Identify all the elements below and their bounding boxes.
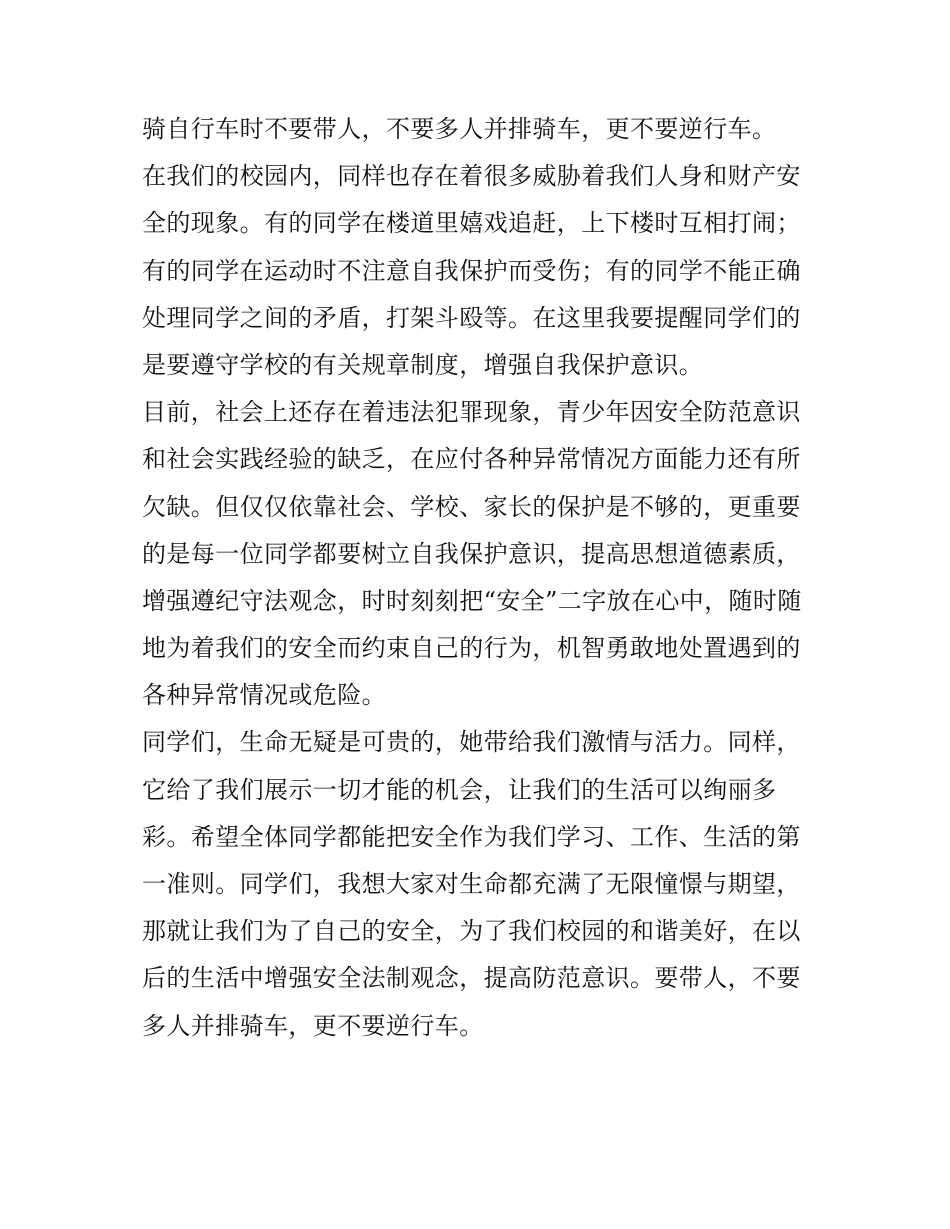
text-line: 地为着我们的安全而约束自己的行为，机智勇敢地处置遇到的 bbox=[142, 634, 801, 663]
text-line: 它给了我们展示一切才能的机会，让我们的生活可以绚丽多 bbox=[142, 775, 777, 804]
text-line: 同学们，生命无疑是可贵的，她带给我们激情与活力。同样， bbox=[142, 728, 801, 757]
text-line: 欠缺。但仅仅依靠社会、学校、家长的保护是不够的，更重要 bbox=[142, 492, 801, 521]
text-line: 全的现象。有的同学在楼道里嬉戏追赶，上下楼时互相打闹； bbox=[142, 209, 801, 238]
text-line: 有的同学在运动时不注意自我保护而受伤；有的同学不能正确 bbox=[142, 256, 801, 285]
text-line: 那就让我们为了自己的安全，为了我们校园的和谐美好，在以 bbox=[142, 917, 801, 946]
body-text bbox=[142, 106, 822, 1050]
text-line: 骑自行车时不要带人，不要多人并排骑车，更不要逆行车。 bbox=[142, 115, 777, 143]
text-line: 彩。希望全体同学都能把安全作为我们学习、工作、生活的第 bbox=[142, 822, 801, 851]
text-line: 多人并排骑车，更不要逆行车。 bbox=[142, 1011, 484, 1040]
text-line: 后的生活中增强安全法制观念，提高防范意识。要带人，不要 bbox=[142, 964, 801, 993]
text-line: 和社会实践经验的缺乏，在应付各种异常情况方面能力还有所 bbox=[142, 445, 801, 474]
text-line: 目前，社会上还存在着违法犯罪现象，青少年因安全防范意识 bbox=[142, 398, 801, 427]
text-line: 是要遵守学校的有关规章制度，增强自我保护意识。 bbox=[142, 350, 704, 379]
text-line: 一准则。同学们，我想大家对生命都充满了无限憧憬与期望， bbox=[142, 870, 801, 898]
text-line: 各种异常情况或危险。 bbox=[142, 681, 386, 710]
text-line: 的是每一位同学都要树立自我保护意识，提高思想道德素质， bbox=[142, 539, 801, 568]
text-line: 增强遵纪守法观念，时时刻刻把“安全”二字放在心中，随时随 bbox=[142, 586, 802, 615]
text-line: 处理同学之间的矛盾，打架斗殴等。在这里我要提醒同学们的 bbox=[142, 303, 801, 332]
text-line: 在我们的校园内，同样也存在着很多威胁着我们人身和财产安 bbox=[142, 162, 801, 191]
